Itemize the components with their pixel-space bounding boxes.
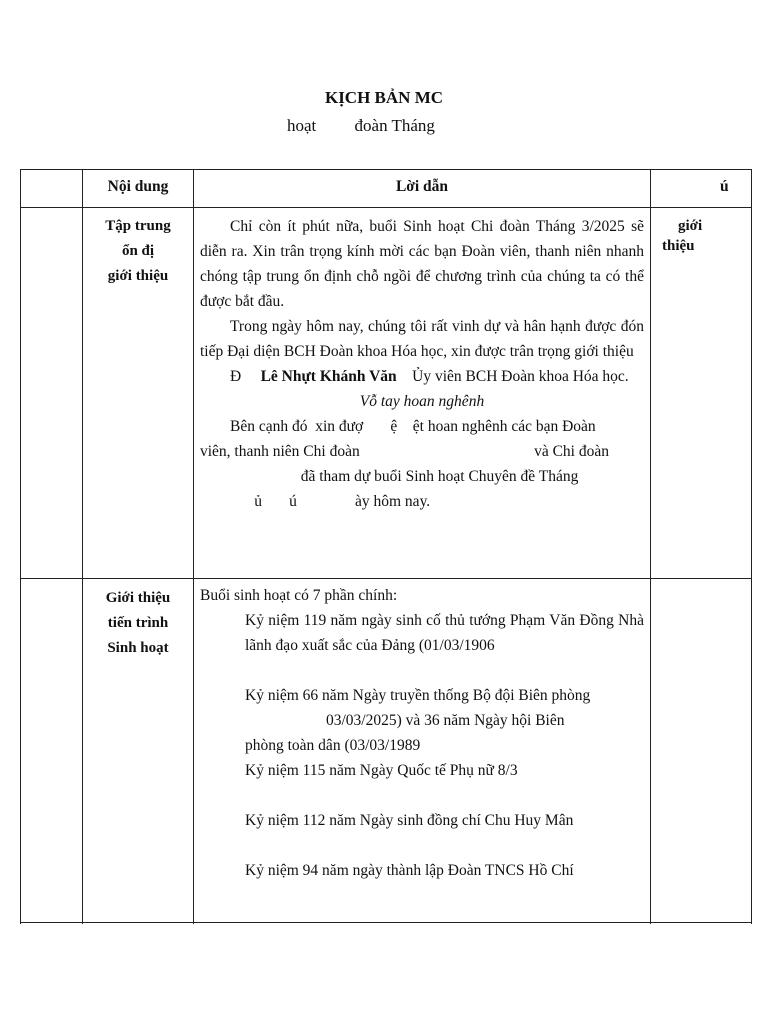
guest-title: Đ [230, 368, 242, 385]
header-loi-dan: Lời dẫn [395, 178, 449, 195]
row2-text [200, 583, 644, 883]
row2-label [84, 586, 192, 661]
guest-name: Lê Nhựt Khánh Văn [260, 368, 397, 385]
row1-paragraph-4-line: đã tham dự buổi Sinh hoạt Chuyên đề Tháng [200, 468, 579, 485]
row1-label-line: giới thiệu [107, 268, 169, 284]
agenda-intro: Buổi sinh hoạt có 7 phần chính: [200, 587, 398, 604]
row2-label-line: Giới thiệu [105, 590, 171, 606]
row1-note-line: thiệu [662, 238, 695, 254]
agenda-item-2-line: 03/03/2025) và 36 năm Ngày hội Biên [326, 712, 565, 729]
row1-label-line: ổn đị [121, 243, 155, 259]
row2-label-line: tiến trình [107, 615, 169, 631]
row1-note [660, 216, 740, 256]
agenda-item-2-line: phòng toàn dân (03/03/1989 [245, 737, 421, 754]
row1-label [84, 214, 192, 289]
agenda-item-4: Kỷ niệm 112 năm Ngày sinh đồng chí Chu Huy Mân [245, 812, 574, 829]
table-border-bottom [20, 922, 752, 923]
row1-paragraph-1: Chỉ còn ít phút nữa, buổi Sinh hoạt Chi đoàn Tháng 3/2025 sẽ diễn ra. Xin trân trọng kính mời các bạn Đoàn viên, thanh niên nhanh chóng tập trung ổn định chỗ ngồi để chương trình của chúng ta có thể được bắt đầu. [200, 218, 644, 310]
agenda-item-5: Kỷ niệm 94 năm ngày thành lập Đoàn TNCS Hồ Chí [245, 862, 574, 879]
row1-text [200, 214, 644, 514]
script-table [20, 169, 752, 924]
col-divider-1 [82, 169, 83, 924]
col-border-right [751, 169, 752, 924]
document-subtitle: hoạt đoàn Tháng [287, 116, 435, 135]
col-divider-2 [193, 169, 194, 924]
header-noi-dung: Nội dung [107, 178, 169, 195]
document-title: KỊCH BẢN MC [324, 88, 444, 107]
row1-note-line: giới [678, 218, 703, 234]
row1-paragraph-4-line: viên, thanh niên Chi đoàn và Chi đoàn [200, 443, 609, 460]
header-col-4: ú [720, 178, 729, 195]
row2-label-line: Sinh hoạt [107, 640, 169, 656]
header-divider [20, 207, 752, 208]
agenda-item-3: Kỷ niệm 115 năm Ngày Quốc tế Phụ nữ 8/3 [245, 762, 518, 779]
col-border-left [20, 169, 21, 924]
agenda-item-1: Kỷ niệm 119 năm ngày sinh cố thủ tướng Phạm Văn Đồng Nhà lãnh đạo xuất sắc của Đảng (01/03/1906 [245, 612, 644, 654]
col-divider-3 [650, 169, 651, 924]
row-divider [20, 578, 752, 579]
row1-paragraph-3 [200, 364, 644, 389]
table-border-top [20, 169, 752, 170]
row1-paragraph-4-line: Bên cạnh đó xin đượ ệ ệt hoan nghênh các bạn Đoàn [230, 418, 596, 435]
applause-cue: Vỗ tay hoan nghênh [359, 393, 485, 410]
agenda-item-2-line: Kỷ niệm 66 năm Ngày truyền thống Bộ đội Biên phòng [245, 687, 591, 704]
row1-paragraph-4-line: ủ ú ày hôm nay. [200, 493, 431, 510]
row1-paragraph-2: Trong ngày hôm nay, chúng tôi rất vinh dự và hân hạnh được đón tiếp Đại diện BCH Đoàn khoa Hóa học, xin được trân trọng giới thiệu [200, 318, 644, 360]
guest-role: Ủy viên BCH Đoàn khoa Hóa học. [412, 368, 629, 385]
row1-label-line: Tập trung [105, 218, 171, 234]
